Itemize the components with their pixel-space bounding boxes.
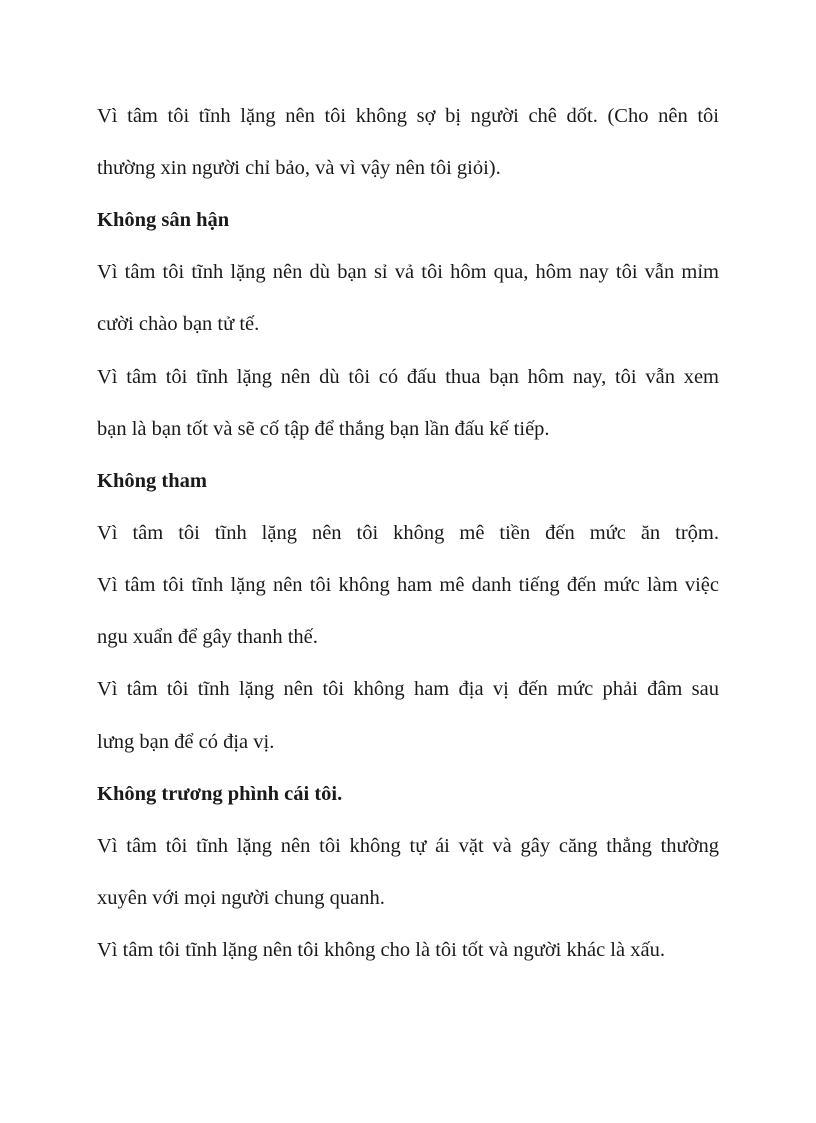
paragraph-line: cười chào bạn tử tế.	[97, 313, 260, 335]
paragraph-line: Vì tâm tôi tĩnh lặng nên tôi không ham địa vị đến mức phải đâm sau	[97, 678, 719, 700]
paragraph-line: Vì tâm tôi tĩnh lặng nên tôi không sợ bị người chê dốt. (Cho nên tôi	[97, 105, 719, 127]
paragraph-line: Vì tâm tôi tĩnh lặng nên dù bạn sỉ vả tôi hôm qua, hôm nay tôi vẫn mỉm	[97, 261, 719, 283]
paragraph-line: Vì tâm tôi tĩnh lặng nên tôi không mê tiền đến mức ăn trộm.	[97, 522, 719, 544]
paragraph-line: Vì tâm tôi tĩnh lặng nên tôi không tự ái vặt và gây căng thẳng thường	[97, 835, 719, 857]
paragraph-line: Vì tâm tôi tĩnh lặng nên dù tôi có đấu thua bạn hôm nay, tôi vẫn xem	[97, 366, 719, 388]
paragraph-line: bạn là bạn tốt và sẽ cố tập để thắng bạn lần đấu kế tiếp.	[97, 418, 550, 440]
paragraph-line: lưng bạn để có địa vị.	[97, 731, 275, 753]
paragraph-line: Vì tâm tôi tĩnh lặng nên tôi không cho là tôi tốt và người khác là xấu.	[97, 939, 665, 961]
section-heading: Không trương phình cái tôi.	[97, 783, 343, 805]
paragraph-line: thường xin người chỉ bảo, và vì vậy nên tôi giỏi).	[97, 157, 501, 179]
paragraph-line: xuyên với mọi người chung quanh.	[97, 887, 385, 909]
section-heading: Không tham	[97, 470, 207, 492]
paragraph-line: ngu xuẩn để gây thanh thế.	[97, 626, 318, 648]
paragraph-line: Vì tâm tôi tĩnh lặng nên tôi không ham mê danh tiếng đến mức làm việc	[97, 574, 719, 596]
section-heading: Không sân hận	[97, 209, 230, 231]
